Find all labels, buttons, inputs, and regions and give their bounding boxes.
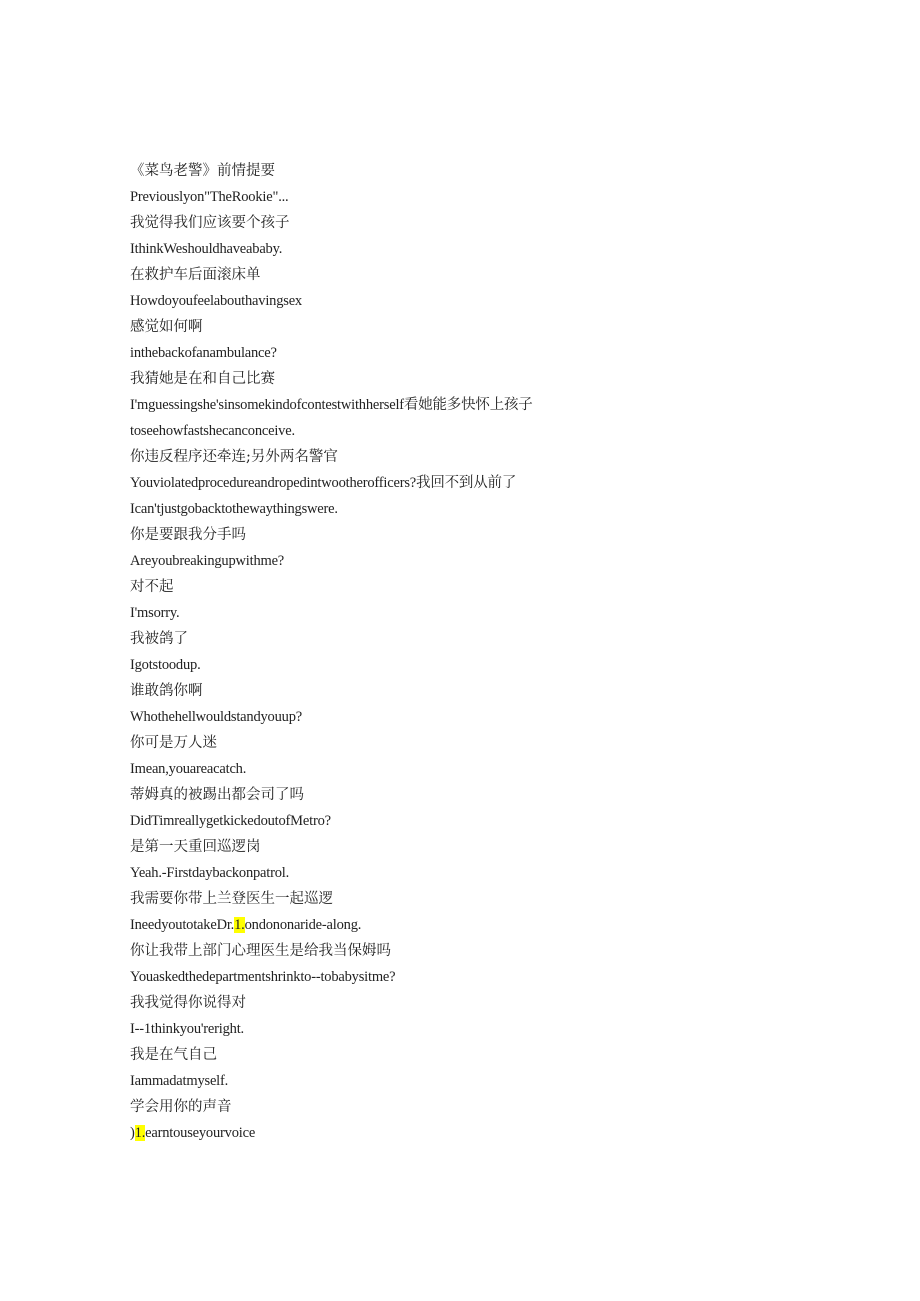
english-subtitle-line [130,600,870,626]
line-text: DidTimreallygetkickedoutofMetro? [130,813,331,829]
chinese-subtitle-line [130,158,870,184]
line-text: ondononaride-along. [244,917,362,933]
english-subtitle-line [130,964,870,990]
line-text: 我被鸽了 [130,631,188,647]
line-text: 我需要你带上兰登医生一起巡逻 [130,891,333,907]
english-subtitle-line [130,548,870,574]
chinese-subtitle-line [130,522,870,548]
english-subtitle-line [130,1016,870,1042]
chinese-subtitle-line [130,444,870,470]
line-text: 你可是万人迷 [130,735,217,751]
english-subtitle-line [130,418,870,444]
line-text: I'mguessingshe'sinsomekindofcontestwithherself看她能多快怀上孩子 [130,397,533,413]
line-text: 在救护车后面滚床单 [130,267,261,283]
chinese-subtitle-line [130,366,870,392]
line-text: Areyoubreakingupwithme? [130,553,285,569]
chinese-subtitle-line [130,730,870,756]
line-text: IthinkWeshouldhaveababy. [130,241,283,257]
chinese-subtitle-line [130,938,870,964]
chinese-subtitle-line [130,678,870,704]
line-text: I'msorry. [130,605,180,621]
line-text: 我猜她是在和自己比赛 [130,371,275,387]
chinese-subtitle-line [130,262,870,288]
english-subtitle-line [130,912,870,938]
chinese-subtitle-line [130,990,870,1016]
line-text: Youviolatedprocedureandropedintwootherofficers?我回不到从前了 [130,475,517,491]
line-text: Whothehellwouldstandyouup? [130,709,302,725]
line-text: IneedyoutotakeDr. [130,917,235,933]
chinese-subtitle-line [130,210,870,236]
english-subtitle-line [130,392,870,418]
line-text: toseehowfastshecanconceive. [130,423,295,439]
line-text: 你让我带上部门心理医生是给我当保姆吗 [130,943,391,959]
chinese-subtitle-line [130,574,870,600]
line-text: 我觉得我们应该要个孩子 [130,215,290,231]
line-text: Imean,youareacatch. [130,761,247,777]
english-subtitle-line [130,1120,870,1146]
line-text: 你是要跟我分手吗 [130,527,246,543]
chinese-subtitle-line [130,886,870,912]
english-subtitle-line [130,652,870,678]
subtitle-text-block [130,158,870,1146]
chinese-subtitle-line [130,1042,870,1068]
line-text: Howdoyoufeelabouthavingsex [130,293,302,309]
line-text: 我是在气自己 [130,1047,217,1063]
line-text: 感觉如何啊 [130,319,203,335]
chinese-subtitle-line [130,314,870,340]
chinese-subtitle-line [130,782,870,808]
chinese-subtitle-line [130,834,870,860]
line-text: 学会用你的声音 [130,1099,232,1115]
line-text: 谁敢鸽你啊 [130,683,203,699]
line-text: ) [130,1125,135,1141]
highlighted-text: 1. [234,917,245,933]
line-text: inthebackofanambulance? [130,345,277,361]
line-text: Previouslyon"TheRookie"... [130,189,289,205]
english-subtitle-line [130,860,870,886]
line-text: 蒂姆真的被踢出都会司了吗 [130,787,304,803]
english-subtitle-line [130,236,870,262]
line-text: Youaskedthedepartmentshrinkto--tobabysitme? [130,969,396,985]
line-text: Yeah.-Firstdaybackonpatrol. [130,865,290,881]
line-text: earntouseyourvoice [145,1125,256,1141]
english-subtitle-line [130,470,870,496]
line-text: Iammadatmyself. [130,1073,229,1089]
line-text: Igotstoodup. [130,657,201,673]
english-subtitle-line [130,288,870,314]
line-text: Ican'tjustgobacktothewaythingswere. [130,501,338,517]
line-text: 你违反程序还牵连;另外两名警官 [130,449,338,465]
chinese-subtitle-line [130,626,870,652]
english-subtitle-line [130,704,870,730]
english-subtitle-line [130,340,870,366]
english-subtitle-line [130,496,870,522]
line-text: 《菜鸟老警》前情提要 [130,163,275,179]
line-text: 对不起 [130,579,174,595]
chinese-subtitle-line [130,1094,870,1120]
english-subtitle-line [130,184,870,210]
english-subtitle-line [130,808,870,834]
english-subtitle-line [130,1068,870,1094]
english-subtitle-line [130,756,870,782]
line-text: 我我觉得你说得对 [130,995,246,1011]
highlighted-text: 1. [134,1125,146,1141]
line-text: I--1thinkyou'reright. [130,1021,244,1037]
line-text: 是第一天重回巡逻岗 [130,839,261,855]
